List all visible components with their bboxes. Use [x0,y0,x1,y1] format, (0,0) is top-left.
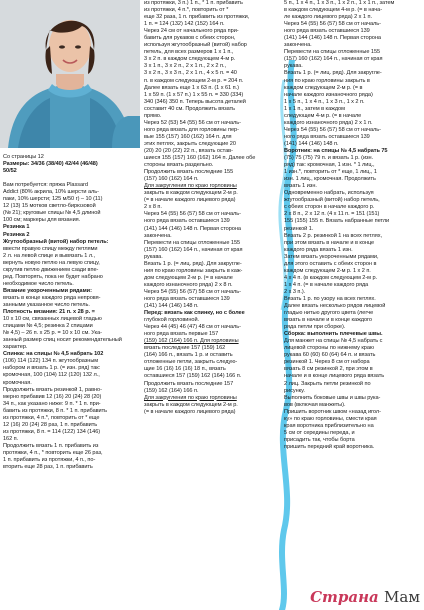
text-line: жгутообразный (витой) набор петель, [284,197,380,204]
text-line: изн. 1 лиц., кромочная. Продолжить [284,176,376,183]
text-line: (141) 144 (146) 148 п. [284,140,339,147]
text-line: каждого изнаночного ряда) 2 х 8 п. [144,281,233,288]
text-line: петель, для всех размеров 1 х 1 п., [144,49,234,56]
text-line: Addict (80% акрила, 10% шерсти аль- [3,189,99,196]
text-line: 3 х 2 п., 3 х 3 п., 2 х 1 п., 4 х 5 п. = 40 [144,70,237,77]
text-line: 34 п., как указано ниже: 9 п. * 1 п. при- [3,400,101,407]
text-line: мерно прибавив 12 (16) 20 (24) 28 (20) [3,393,102,400]
text-line: рукава. [144,253,163,260]
text-line: (№ 21); круговые спицы № 4,5 длиной [3,210,101,217]
text-line: 1 х 5 п., 1 х 4 п., 1 х 3 п., 1 х 2 п. [284,98,365,105]
text-line: 1 х 59 п. (1 х 57 п.) 1 х 55 п. = 330 (334) [144,91,244,98]
text-line: 2 х 8 п., 2 х 12 п. (4 х 11 п. = 151 (151) [284,211,380,218]
text-line: ного ряда вязать для горловины пер- [144,126,239,133]
text-line: каждого ряда вязать 1 изн. [284,246,353,253]
text-line: 100 см; маркеры для вязания. [3,217,81,224]
text-line: Продолжить вязать 1 п. прибавить из [3,442,99,449]
text-line: прямо. [144,112,162,119]
text-line: Затем вязать укороченными рядами, [284,253,379,260]
text-line: шиеся 155 (157) 160 (162) 164 п. Далее обе [144,155,256,162]
text-line: 12 (16) 20 (24) 28 раз, 1 п. прибавить [3,421,98,428]
text-line: Далее вязать несколько рядов лицевой [284,303,386,310]
text-line: Через 54 (55) 56 (57) 58 см от началь- [284,21,381,28]
text-line: для этого оставить с обеих сторон в [284,260,377,267]
text-line: 10 х 10 см, связанных лицевой гладью [3,316,102,323]
text-line: набором и вязать 1 р. (= изн. ряд) так: [3,365,101,372]
text-line: еще 32 раза, 1 п. прибавить из протяжки, [144,14,250,21]
text-line: с обеих сторон в начале каждого р. [284,204,375,211]
text-line: (= в начале каждого лицевого ряда) [144,197,236,204]
text-line: каждом следующем 2-м р. (= в [284,84,363,91]
text-line: (159) 162 (164) 166 п. [144,387,199,394]
text-line: бавить из протяжки, 8 п. * 1 п. прибавить [3,407,108,414]
text-line: 5 п., 1 х 4 п., 1 х 3 п., 1 х 2 п., 1 х 1 п., затем [284,0,395,6]
site-watermark [310,588,420,606]
text-line: (106) 114 (122) 134 п. жгутообразным [3,358,99,365]
text-line: (141) 144 (146) 148 п. Первая сторона [144,225,241,232]
text-line: из протяжки, 3 п.) 1 п., * 1 п. прибавить [144,0,243,6]
text-line: пришить передний край воротника. [284,443,375,450]
text-line: Вязать 1 р. (= лиц. ряд). Для закругле- [284,70,382,77]
text-line: 1 изн.*, повторить от * еще, 1 лиц., 1 [284,169,377,176]
text-line: составит 40 см. Продолжить вязать [144,105,235,112]
text-line: Через 52 (53) 54 (55) 56 см от началь- [144,119,241,126]
text-line: вернуть новую петлю на левую спицу, [3,259,100,266]
text-line: закрыть в каждом следующем 2-м р. [144,190,238,197]
text-line: (157) 160 (162) 164 п., начиная от края [144,246,243,253]
text-line: ле каждого лицевого ряда) 2 х 1 п. [284,14,372,21]
text-line: рукава 60 (60) 60 (64) 64 п. и вязать [284,352,376,359]
text-line: ввести правую спицу между петлями [3,245,98,252]
text-line: Со страницы 12 [3,154,44,160]
text-line: ния по краю горловины закрыть в каж- [144,267,243,274]
text-line: Плотность вязания: 21 п. х 28 р. = [3,309,95,316]
text-line: Жгутообразный (витой) набор петель: [3,238,109,245]
text-line: 2 л. на левой спице и вывязать 1 л., [3,252,96,259]
text-line: (141) 144 (146) 148 п. [144,303,199,310]
text-line: рукава. [284,63,303,70]
text-line: 5 см от середины переда, и [284,429,355,436]
text-line: 3 х 1 п., 3 х 2 п., 2 х 1 п., 2 х 2 п., [144,63,226,70]
text-line [3,175,135,182]
text-line: занными указанное число петель. [3,301,90,308]
text-line: ряда петли при сборке). [284,324,346,331]
text-line: из протяжки, 4 п.*, повторить от * еще [3,414,100,421]
text-line: резинкой 1. [284,225,314,232]
text-line: ряд) так: кромочная, 1 изн. * 1 лиц., [284,162,375,169]
text-line: дом следующем 2-м р. (= в начале [144,274,233,281]
text-line: вязать 1 изн. [284,183,317,190]
text-line: вязать последние 157 (159) 162 [144,345,226,352]
text-line: Продолжить вязать последние 155 [144,169,234,176]
text-line: ред. Повторять, пока не будет набрано [3,273,103,280]
text-line: протяжки, 4 п., * повторить еще 26 раз, [3,449,103,456]
text-line: в каждом следующем 4-м р. (= в нача- [284,7,383,14]
text-line: Через 54 (55) 56 (57) 58 см от началь- [144,288,241,295]
text-line: Через 44 (45) 46 (47) 48 см от началь- [144,324,241,331]
text-line: из протяжки, 4 п.*, повторить от * [144,7,229,14]
text-line: 2 лиц. Закрыть петли резинкой по [284,380,371,387]
text-line: закрыть в каждом следующем 2-м р. [144,401,238,408]
text-line: каждого изнаночного ряда) 2 х 1 п. [284,119,373,126]
text-line: Вам потребуется: пряжа Plassard [3,182,88,189]
text-line: необходимое число петель. [3,280,74,287]
text-line: ного ряда вязать оставшиеся 139 [284,133,370,140]
text-line: занный размер спиц носит рекомендательный характер. [3,337,122,351]
text-line: 1 х 4 п. (= в начале каждого ряда [284,281,369,288]
text-line: (157) 160 (162) 164 п., начиная от края [284,56,383,63]
text-line: Перед: вязать как спинку, но с более [144,310,245,317]
text-line: 4 х 4 п. (в каждом следующем 2-м р. [284,274,378,281]
text-line: (157) 160 (162) 164 п. [144,176,199,183]
text-line: каждом следующем 2-м р. 1 х 2 п. [284,267,371,274]
text-line: вязать в конце каждого ряда непровя- [3,294,101,301]
text-line: Продолжить вязать резинкой 1, равно- [3,386,102,393]
text-line: Вязать 1 р. по узору на всех петлях. [284,295,376,302]
text-line: п. в каждом следующем 2-м р. = 204 п. [144,77,244,84]
text-line: резинкой 1. Через 8 см от набора [284,359,370,366]
text-line: оставшиеся 157 (159) 162 (164) 166 п. [144,373,242,380]
text-line: Перевести на спицы отложенные 155 [144,239,241,246]
text-line: (164) 166 п., вязать 1 р. и оставить [144,352,233,359]
text-line: (= в начале каждого лицевого ряда) [144,408,236,415]
text-line: 340 (346) 350 п. Теперь высота деталей [144,98,246,105]
text-line: вые 155 (157) 160 (162) 164 п. для [144,133,232,140]
text-line: Для закругления по краю горловины [144,394,237,401]
column-3 [284,0,422,451]
text-line: Вязать 2 р. резинкой 1 на всех петлях, [284,232,382,239]
text-line: Сборка: выполнить плечевые швы. [284,331,383,338]
text-line: бавить для рукавов с обеих сторон, [144,35,236,42]
text-line: (159) 162 (164) 166 п. Для горловины [144,338,239,345]
text-line: 2 х 3 п.). [284,288,306,295]
text-line: глубокой горловиной. [144,317,200,324]
text-line: Размеры: 34/36 (38/40) 42/44 (46/48) [3,161,98,168]
text-line: используя жгутообразный (витой) набор [144,42,247,49]
text-line: Через 54 (55) 56 (57) 58 см от началь- [284,126,381,133]
text-line: 162 п. [3,435,19,442]
text-line: этих петлях, закрыть следующие 20 [144,140,236,147]
text-line: Перевести на спицы отложенные 155 [284,49,381,56]
text-line: Резинка 1 [3,224,30,231]
watermark-second: Мам [384,588,420,606]
text-line: Для закругления по краю горловины [144,183,237,190]
text-line: рисунку. [284,387,305,394]
text-line: Пришить воротник швом «назад игол- [284,408,381,415]
text-line: 50/52 [3,168,17,175]
text-line: скрутив петлю движением сзади впе- [3,266,99,273]
column-1 [3,154,135,471]
text-line: 12 (13) 15 мотков светло-бирюзовой [3,203,96,210]
text-line: паки, 10% шерсти; 125 м/50 г) – 10 (11) [3,196,103,203]
text-line: закончена. [144,232,172,239]
text-line: Через 24 см от начального ряда при- [144,28,239,35]
text-line: края воротника приблизительно на [284,422,374,429]
text-line: вязать 8 см резинкой 2, при этом в [284,366,373,373]
text-line: присадить так, чтобы борта [284,436,355,443]
text-line: (20) 20 (20 (22) 22 п., вязать остав- [144,147,233,154]
watermark-main: Страна [310,588,379,606]
text-line: (141) 144 (146) 148 п. Первая сторона [284,35,381,42]
text-line: стороны вязать раздельно. [144,162,214,169]
text-line: вязать в начале и в конце каждого [284,317,372,324]
text-line: 1 х 1 п., затем в каждом [284,105,345,112]
model-photo [0,0,140,148]
text-line: вторить еще 28 раз, 1 п. прибавить [3,464,93,471]
text-line: Одновременно набрать, используя [284,190,374,197]
text-line: щие 16 (16) 16 (16) 18 п., вязать [144,366,226,373]
text-line: отложенные петли, закрыть следую- [144,359,238,366]
text-line: ного ряда вязать оставшиеся 139 [284,28,370,35]
text-line: начале каждого изнаночного ряда) [284,91,373,98]
text-line: ного ряда вязать оставшиеся 139 [144,295,230,302]
text-line: спицами № 4,5; резинка 2 спицами [3,323,93,330]
text-line: кромочная, 100 (104) 112 (120) 132 л., [3,372,100,379]
text-line: Для манжет на спицы № 4,5 набрать с [284,338,383,345]
column-2 [144,0,276,416]
text-line: ного ряда вязать оставшиеся 139 [144,218,230,225]
text-line: Вязать 1 р. (= лиц. ряд). Для закругле- [144,260,242,267]
text-line: ку» по краю горловины, смести края [284,415,377,422]
text-line: Выполнить боковые швы и швы рука- [284,394,381,401]
text-line: следующем 4-м р. (= в начале [284,112,362,119]
text-line: гладью нитью другого цвета (легче [284,310,374,317]
text-line: 1 п. = 124 (132) 142 (152) 164 п. [144,21,225,28]
text-line: № 4,5) – 26 п. х 25 р. = 10 х 10 см. Ука- [3,330,102,337]
text-line: Через 54 (55) 56 (57) 58 см от началь- [144,211,241,218]
text-line: (75) 75 (75) 79 п. и вязать 1 р. (изн. [284,155,374,162]
text-line: Вязание укороченными рядами: [3,287,92,294]
text-line: 155 (155) 155 п. Вязать набранные петли [284,218,390,225]
text-line: Далее вязать еще 1 х 63 п. (1 х 61 п.) [144,84,239,91]
text-line: 2 х 8 п. [144,204,162,211]
text-line: Воротник: на спицы № 4,5 набрать 75 [284,147,388,154]
text-line: ного ряда вязать первые 157 [144,331,219,338]
text-line: Продолжить вязать последние 157 [144,380,234,387]
text-line: ния по краю горловины закрыть в [284,77,370,84]
text-line: Спинка: на спицы № 4,5 набрать 102 [3,351,104,358]
text-line: из протяжки, 8 п. = 114 (122) 134 (146) [3,428,101,435]
text-line: начале и в конце лицевого ряда вязать [284,373,385,380]
text-line: лицевой стороны по нижнему краю [284,345,375,352]
text-line: кромочная. [3,379,32,386]
text-line: 1 п. прибавить из протяжки, 4 п., по- [3,457,96,464]
text-line: Резинка 2 [3,231,30,238]
text-line: 3 х 2 п. в каждом следующем 4-м р. [144,56,236,63]
text-line: вов (включая манжеты). [284,401,346,408]
text-line: при этом вязать в начале и в конце [284,239,375,246]
text-line: закончена. [284,42,312,49]
